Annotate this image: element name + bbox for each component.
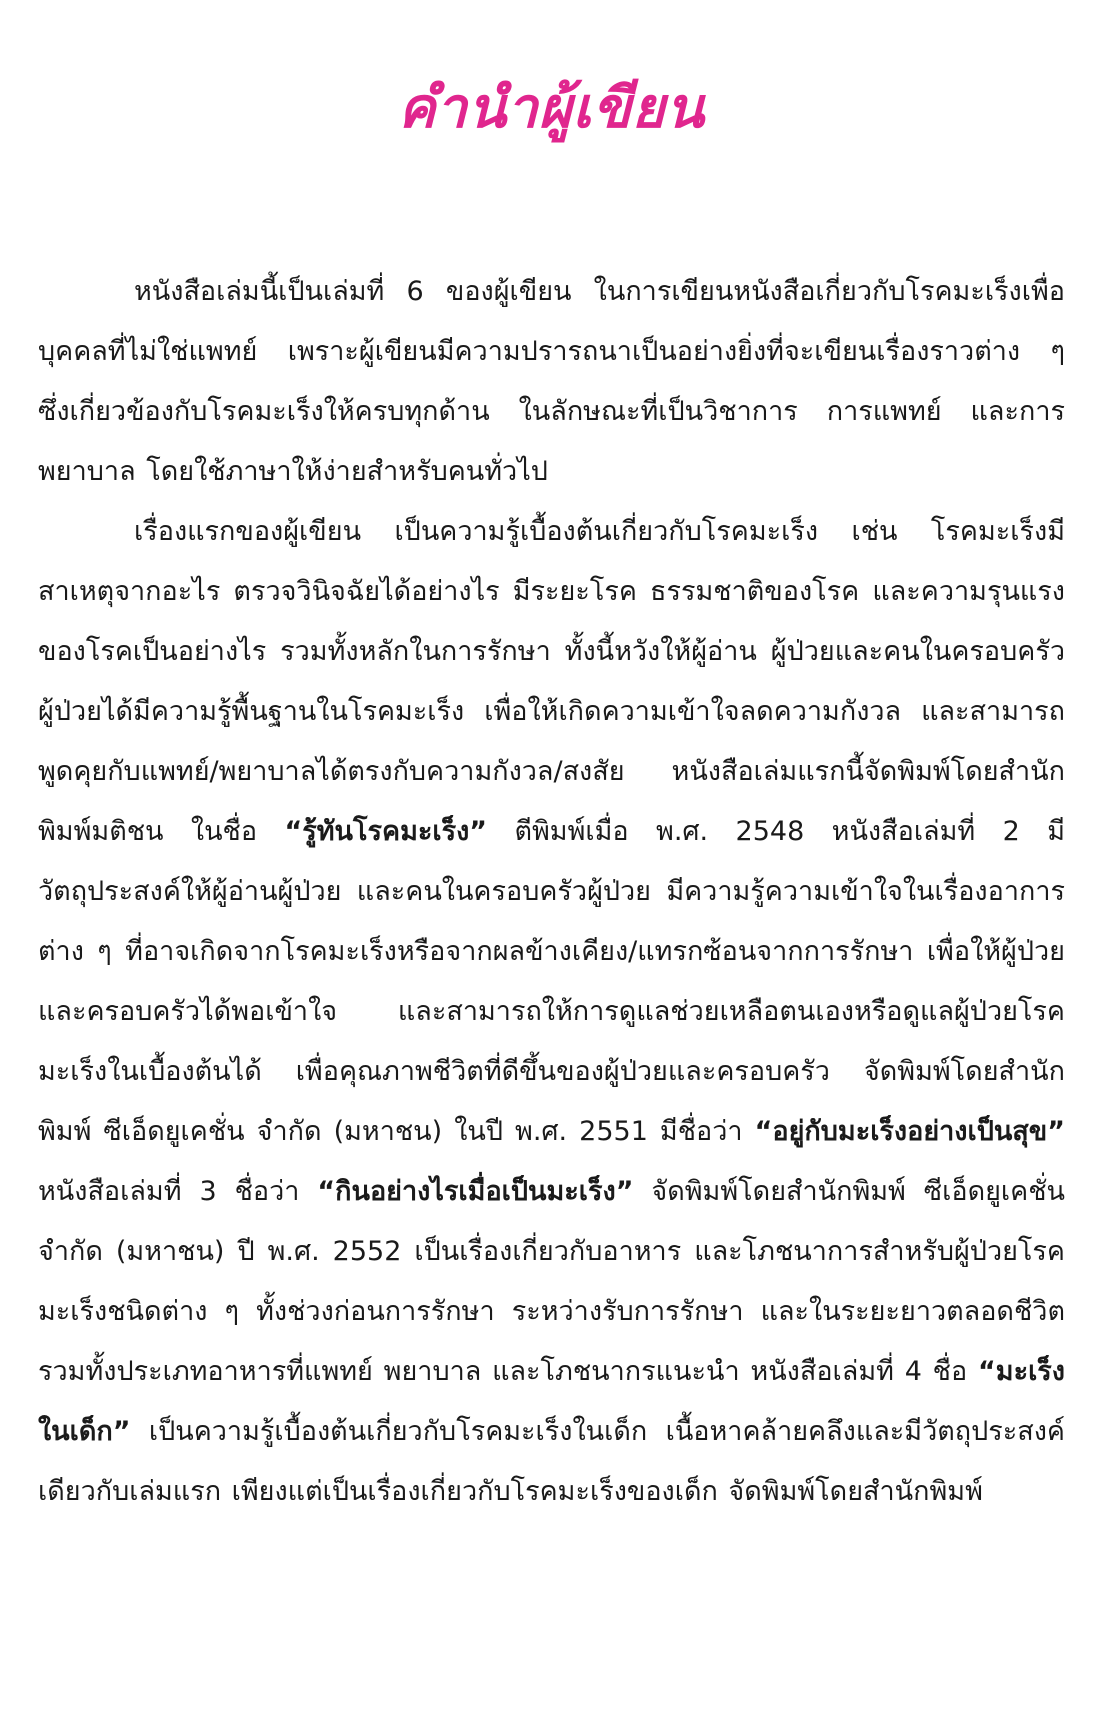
- paragraph-2-text-1: เรื่องแรกของผู้เขียน เป็นความรู้เบื้องต้นเกี่ยวกับโรคมะเร็ง เช่น โรคมะเร็งมีสาเหตุจากอะไร ตรวจวินิจฉัยได้อย่างไร มีระยะโรค ธรรมชาติของโรค และความรุนแรงของโรคเป็นอย่างไร รวมทั้งหลักในการรักษา ทั้งนี้หวังให้ผู้อ่าน ผู้ป่วยและคนในครอบครัวผู้ป่วยได้มีความรู้พื้นฐานในโรคมะเร็ง เพื่อให้เกิดความเข้าใจลดความกังวล และสามารถพูดคุยกับแพทย์/พยาบาลได้ตรงกับความกังวล/สงสัย หนังสือเล่มแรกนี้จัดพิมพ์โดยสำนักพิมพ์มติชน ในชื่อ: [38, 516, 1065, 847]
- paragraph-1-text: หนังสือเล่มนี้เป็นเล่มที่ 6 ของผู้เขียน ในการเขียนหนังสือเกี่ยวกับโรคมะเร็งเพื่อบุคคลที่ไม่ใช่แพทย์ เพราะผู้เขียนมีความปรารถนาเป็นอย่างยิ่งที่จะเขียนเรื่องราวต่าง ๆ ซึ่งเกี่ยวข้องกับโรคมะเร็งให้ครบทุกด้าน ในลักษณะที่เป็นวิชาการ การแพทย์ และการพยาบาล โดยใช้ภาษาให้ง่ายสำหรับคนทั่วไป: [38, 276, 1065, 487]
- page-title: คำนำผู้เขียน: [398, 75, 705, 141]
- paragraph-2-text-2: ตีพิมพ์เมื่อ พ.ศ. 2548 หนังสือเล่มที่ 2 มีวัตถุประสงค์ให้ผู้อ่านผู้ป่วย และคนในครอบครัวผู้ป่วย มีความรู้ความเข้าใจในเรื่องอาการต่าง ๆ ที่อาจเกิดจากโรคมะเร็งหรือจากผลข้างเคียง/แทรกซ้อนจากการรักษา เพื่อให้ผู้ป่วยและครอบครัวได้พอเข้าใจ และสามารถให้การดูแลช่วยเหลือตนเองหรือดูแลผู้ป่วยโรคมะเร็งในเบื้องต้นได้ เพื่อคุณภาพชีวิตที่ดีขึ้นของผู้ป่วยและครอบครัว จัดพิมพ์โดยสำนักพิมพ์ ซีเอ็ดยูเคชั่น จำกัด (มหาชน) ในปี พ.ศ. 2551 มีชื่อว่า: [38, 816, 1065, 1147]
- book-title-1: “รู้ทันโรคมะเร็ง”: [284, 816, 488, 847]
- paragraph-1: [38, 262, 1065, 502]
- book-title-4: “มะเร็งในเด็ก”: [38, 1356, 1065, 1447]
- book-title-3: “กินอย่างไรเมื่อเป็นมะเร็ง”: [317, 1176, 634, 1207]
- book-title-2: “อยู่กับมะเร็งอย่างเป็นสุข”: [754, 1116, 1065, 1147]
- paragraph-2-text-5: เป็นความรู้เบื้องต้นเกี่ยวกับโรคมะเร็งในเด็ก เนื้อหาคล้ายคลึงและมีวัตถุประสงค์เดียวกับเล่มแรก เพียงแต่เป็นเรื่องเกี่ยวกับโรคมะเร็งของเด็ก จัดพิมพ์โดยสำนักพิมพ์: [38, 1416, 1065, 1507]
- body-text: [38, 262, 1065, 1522]
- paragraph-2-text-3: หนังสือเล่มที่ 3 ชื่อว่า: [38, 1176, 318, 1207]
- paragraph-2: [38, 502, 1065, 1522]
- paragraph-2-text-4: จัดพิมพ์โดยสำนักพิมพ์ ซีเอ็ดยูเคชั่น จำกัด (มหาชน) ปี พ.ศ. 2552 เป็นเรื่องเกี่ยวกับอาหาร และโภชนาการสำหรับผู้ป่วยโรคมะเร็งชนิดต่าง ๆ ทั้งช่วงก่อนการรักษา ระหว่างรับการรักษา และในระยะยาวตลอดชีวิต รวมทั้งประเภทอาหารที่แพทย์ พยาบาล และโภชนากรแนะนำ หนังสือเล่มที่ 4 ชื่อ: [38, 1176, 1065, 1387]
